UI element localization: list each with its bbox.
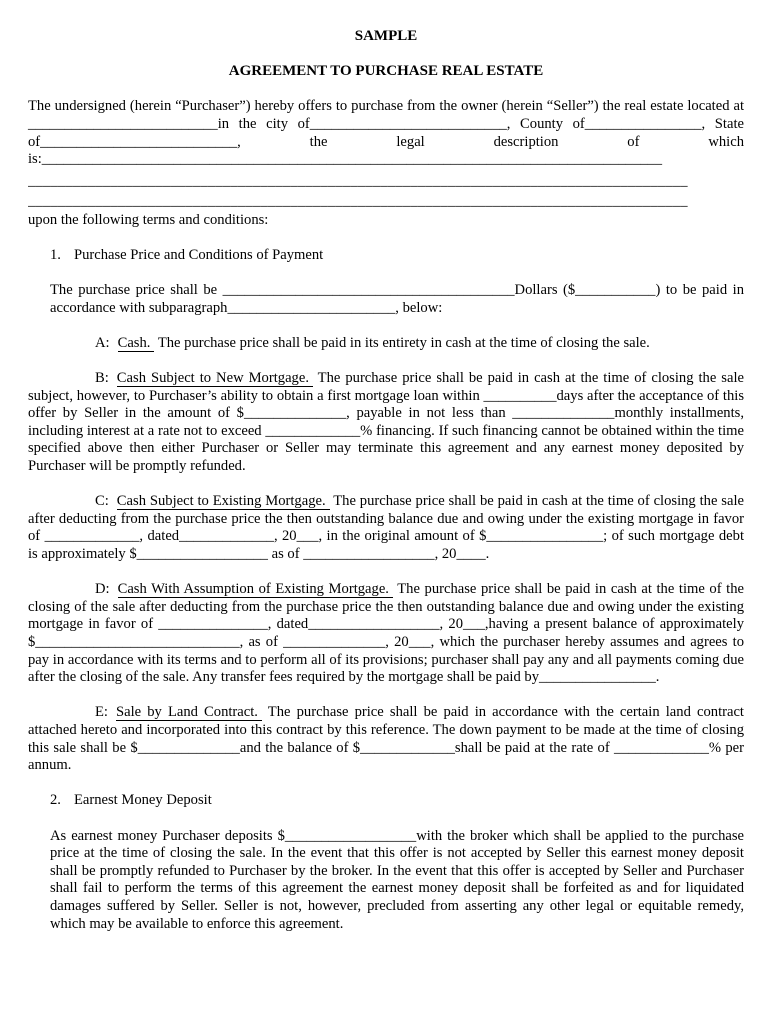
subparagraph-b-body: The purchase price shall be paid in cash at the time of closing the sale subject, however, to Purchaser’s ability to obtain a first mortgage loan within __________days after the acceptance of this offer by Seller in the amount of $______________, payable in not less than ______________monthly installments, including interest at a rate not to exceed _____________% financing. If such financing cannot be obtained within the time specified above then either Purchaser or Seller may terminate this agreement and any earnest money deposited by Purchaser will be promptly refunded. [28, 370, 744, 475]
section-1-title: Purchase Price and Conditions of Payment [73, 246, 324, 263]
subparagraph-c-label: C: [95, 493, 109, 510]
section-2-number: 2. [50, 792, 61, 809]
subparagraph-e-label: E: [95, 704, 108, 721]
section-2-item [50, 792, 744, 810]
subparagraph-e-heading: Sale by Land Contract. [116, 704, 262, 721]
section-2-title: Earnest Money Deposit [73, 792, 212, 809]
legal-description-blank-line-2: ________________________________________________________________________________________ [28, 192, 688, 209]
subparagraph-a-body: The purchase price shall be paid in its entirety in cash at the time of closing the sale. [154, 334, 650, 351]
sample-heading: SAMPLE [354, 28, 418, 44]
subparagraph-d-heading: Cash With Assumption of Existing Mortgage. [118, 581, 393, 598]
subparagraph-c-heading: Cash Subject to Existing Mortgage. [117, 493, 330, 510]
subparagraph-a [28, 335, 744, 353]
subparagraph-d-body: The purchase price shall be paid in cash at the time of the closing of the sale after deducting from the purchase price the then outstanding balance due and owing under the existing mortgage in favor of _______________, dated__________________, 20___,having a present balance of approximately $____________________________, as of ______________, 20___, which the purchaser hereby assumes and agrees to pay in accordance with its terms and to perform all of its provisions; purchaser shall pay any and all payments coming due after the closing of the sale. Any transfer fees required by the mortgage shall be paid by________________. [28, 581, 744, 686]
subparagraph-d-label: D: [95, 581, 110, 598]
section-1-item [50, 247, 744, 265]
purchase-price-paragraph: The purchase price shall be ________________________________________Dollars ($___________) to be paid in accordance with subparagraph_______________________, below: [50, 282, 744, 316]
subparagraph-b-heading: Cash Subject to New Mortgage. [117, 370, 313, 387]
subparagraph-e [28, 704, 744, 774]
subparagraph-b-label: B: [95, 370, 109, 387]
section-1-number: 1. [50, 246, 61, 263]
subparagraph-c-body: The purchase price shall be paid in cash at the time of closing the sale after deducting from the purchase price the then outstanding balance due and owing under the existing mortgage in favor of _____________, dated_____________, 20___, in the original amount of $________________; of such mortgage debt is approximately $__________________ as of __________________, 20____. [28, 493, 744, 563]
terms-lead: upon the following terms and conditions: [28, 211, 269, 228]
subparagraph-a-heading: Cash. [118, 335, 155, 352]
legal-description-blank-line-1: ________________________________________________________________________________________ [28, 172, 688, 189]
subparagraph-b [28, 370, 744, 476]
subparagraph-a-label: A: [95, 334, 110, 351]
earnest-money-paragraph: As earnest money Purchaser deposits $__________________with the broker which shall be applied to the purchase price at the time of closing the sale. In the event that this offer is not accepted by Seller this earnest money deposit shall be promptly refunded to Purchaser by the broker. In the event that this offer is accepted by Seller and Purchaser shall fail to perform the terms of this agreement the earnest money deposit shall be forfeited as and for liquidated damages suffered by Seller. Seller is not, however, precluded from asserting any other legal or equitable remedy, which may be available to enforce this agreement. [50, 827, 744, 932]
subparagraph-d [28, 581, 744, 687]
subparagraph-e-body: The purchase price shall be paid in accordance with the certain land contract attached hereto and incorporated into this contract by this reference. The down payment to be made at the time of closing this sale shall be $______________and the balance of $_____________shall be paid at the rate of _____________% per annum. [28, 704, 744, 774]
document-title: AGREEMENT TO PURCHASE REAL ESTATE [228, 63, 544, 80]
subparagraph-c [28, 493, 744, 563]
intro-paragraph: The undersigned (herein “Purchaser”) hereby offers to purchase from the owner (herein “Seller”) the real estate located at __________________________in the city of___________________________, County of________________, State of___________________________, the legal description of which is:_____________________________________________________________________________________ [28, 98, 744, 168]
